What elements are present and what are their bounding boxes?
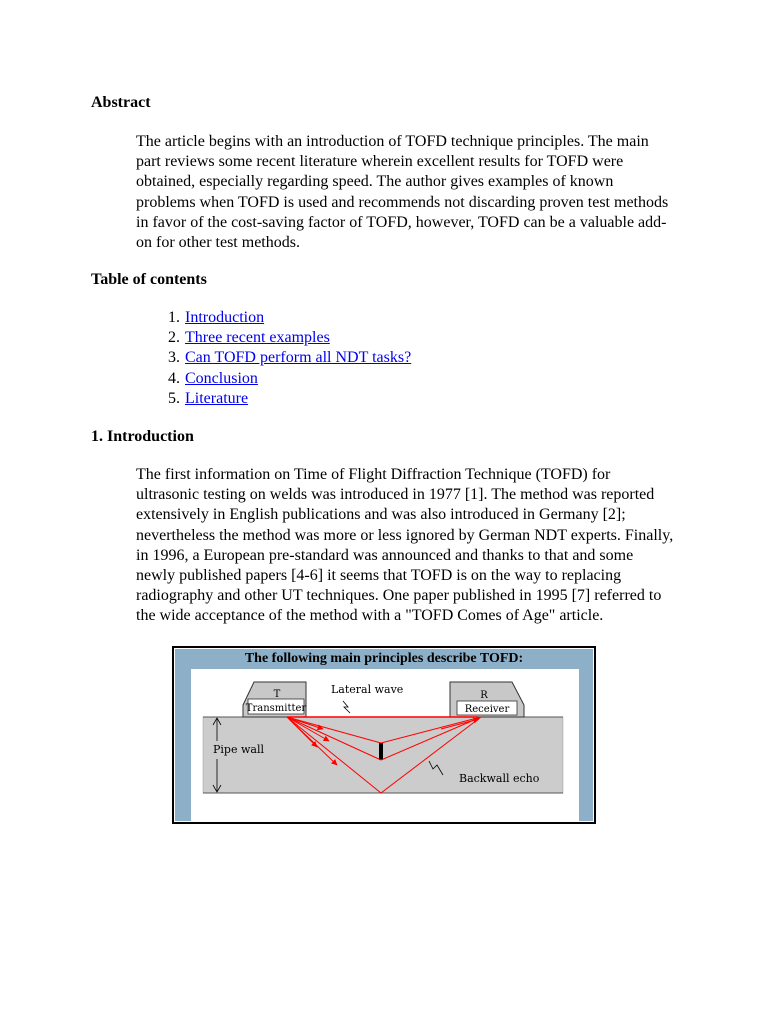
lateral-wave-pointer-icon: [343, 701, 350, 713]
backwall-echo-label: Backwall echo: [459, 772, 540, 785]
tofd-figure: [172, 646, 596, 824]
transmitter-letter: T: [273, 689, 281, 700]
toc-item: 4. Conclusion: [168, 369, 258, 387]
toc-item: 3. Can TOFD perform all NDT tasks?: [168, 349, 412, 367]
introduction-heading: 1. Introduction: [91, 428, 194, 445]
tofd-diagram: [191, 669, 579, 821]
defect-marker: [379, 743, 383, 760]
toc-item: 1. Introduction: [168, 309, 265, 326]
toc-link-can-tofd-perform[interactable]: Can TOFD perform all NDT tasks?: [185, 349, 412, 367]
receiver-label: Receiver: [464, 704, 510, 715]
toc-link-introduction[interactable]: Introduction: [185, 309, 265, 326]
introduction-text: The first information on Time of Flight Diffraction Technique (TOFD) for ultrasonic testing on welds was introduced in 1977 [1]. The method was reported extensively in English publications and was also introduced in Germany [2]; nevertheless the method was more or less ignored by German NDT experts. Finally, in 1996, a European pre-standard was announced and thanks to that and some newly published papers [4-6] it seems that TOFD is on the way to replacing radiography and other UT techniques. One paper published in 1995 [7] referred to the wide acceptance of the method with a "TOFD Comes of Age" article.: [136, 466, 674, 625]
abstract-text: The article begins with an introduction of TOFD technique principles. The main part reviews some recent literature wherein excellent results for TOFD were obtained, especially regarding speed. The author gives examples of known problems when TOFD is used and recommends not discarding proven test methods in favor of the cost-saving factor of TOFD, however, TOFD can be a valuable add-on for other test methods.: [136, 133, 669, 252]
abstract-heading: Abstract: [91, 94, 151, 111]
lateral-wave-label: Lateral wave: [331, 683, 404, 696]
toc-link-conclusion[interactable]: Conclusion: [185, 369, 258, 387]
transmitter-label: Transmitter: [245, 703, 307, 714]
toc-link-three-recent-examples[interactable]: Three recent examples: [185, 329, 330, 347]
figure-title: The following main principles describe TOFD:: [244, 651, 524, 666]
toc-heading: Table of contents: [91, 271, 207, 288]
pipe-wall-label: Pipe wall: [213, 743, 264, 756]
receiver-letter: R: [480, 690, 488, 701]
table-of-contents: [136, 308, 411, 409]
toc-item: 5. Literature: [168, 389, 249, 407]
figure-frame: [175, 649, 593, 821]
toc-link-literature[interactable]: Literature: [185, 389, 249, 407]
toc-item: 2. Three recent examples: [168, 329, 330, 347]
figure-canvas: [191, 669, 579, 821]
